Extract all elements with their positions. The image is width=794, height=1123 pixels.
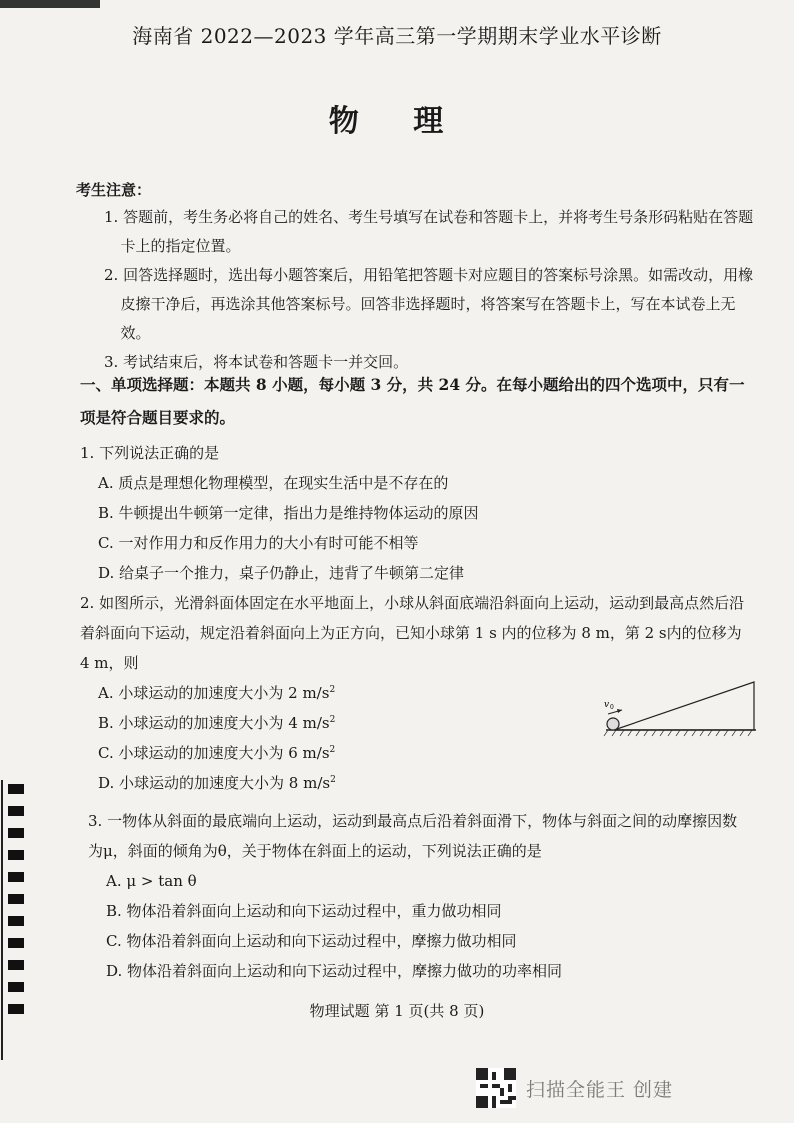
notice-list xyxy=(104,203,754,377)
ball xyxy=(607,718,619,730)
velocity-label: v xyxy=(604,700,610,710)
ground-hatching xyxy=(604,730,752,736)
option-d xyxy=(80,768,752,798)
option-c: C. 物体沿着斜面向上运动和向下运动过程中，摩擦力做功相同 xyxy=(106,932,517,950)
option-text: A. 小球运动的加速度大小为 2 m/s xyxy=(98,684,330,702)
notice-heading: 考生注意： xyxy=(76,181,152,199)
page-footer: 物理试题 第 1 页(共 8 页) xyxy=(309,1002,485,1020)
question-stem: 2. 如图所示，光滑斜面体固定在水平地面上，小球从斜面底端沿斜面向上运动，运动到最高点然后沿着斜面向下运动，规定沿着斜面向上为正方向，已知小球第 1 s 内的位移为 8 m，第 2 s内的位移为 4 m，则 xyxy=(80,594,745,672)
velocity-arrowhead xyxy=(617,709,622,713)
velocity-subscript: 0 xyxy=(610,704,614,711)
option-text: D. 小球运动的加速度大小为 8 m/s xyxy=(98,774,331,792)
subject-title: 物 理 xyxy=(328,104,466,139)
option-a: A. μ > tan θ xyxy=(106,872,197,890)
option-b: B. 牛顿提出牛顿第一定律，指出力是维持物体运动的原因 xyxy=(98,504,479,522)
option-a: A. 质点是理想化物理模型，在现实生活中是不存在的 xyxy=(98,474,449,492)
binding-marks xyxy=(0,780,26,1060)
section-heading: 一、单项选择题：本题共 8 小题，每小题 3 分，共 24 分。在每小题给出的四个选项中，只有一项是符合题目要求的。 xyxy=(80,375,745,427)
option-d: D. 给桌子一个推力，桌子仍静止，违背了牛顿第二定律 xyxy=(98,564,465,582)
notice-item: 3. 考试结束后，将本试卷和答题卡一并交回。 xyxy=(104,353,409,371)
scan-edge-mark xyxy=(0,0,100,8)
watermark-text: 扫描全能王 创建 xyxy=(526,1078,674,1101)
question-3 xyxy=(88,806,752,986)
question-1 xyxy=(80,438,750,588)
notice-item: 1. 答题前，考生务必将自己的姓名、考生号填写在试卷和答题卡上，并将考生号条形码粘贴在答题卡上的指定位置。 xyxy=(104,208,754,255)
option-d: D. 物体沿着斜面向上运动和向下运动过程中，摩擦力做功的功率相同 xyxy=(106,962,563,980)
unit-superscript: 2 xyxy=(329,745,336,755)
option-c: C. 一对作用力和反作用力的大小有时可能不相等 xyxy=(98,534,419,552)
option-text: B. 小球运动的加速度大小为 4 m/s xyxy=(98,714,330,732)
incline-figure xyxy=(600,676,760,738)
incline-wedge xyxy=(614,682,754,730)
exam-title: 海南省 2022—2023 学年高三第一学期期末学业水平诊断 xyxy=(132,24,662,48)
question-stem: 3. 一物体从斜面的最底端向上运动，运动到最高点后沿着斜面滑下，物体与斜面之间的动摩擦因数为μ，斜面的倾角为θ，关于物体在斜面上的运动，下列说法正确的是 xyxy=(88,812,738,860)
unit-superscript: 2 xyxy=(330,775,336,785)
unit-superscript: 2 xyxy=(329,685,336,695)
scanner-watermark xyxy=(476,1068,673,1108)
option-b: B. 物体沿着斜面向上运动和向下运动过程中，重力做功相同 xyxy=(106,902,502,920)
qr-code-icon xyxy=(476,1068,516,1108)
question-stem: 1. 下列说法正确的是 xyxy=(80,444,220,462)
option-text: C. 小球运动的加速度大小为 6 m/s xyxy=(98,744,330,762)
unit-superscript: 2 xyxy=(329,715,336,725)
notice-item: 2. 回答选择题时，选出每小题答案后，用铅笔把答题卡对应题目的答案标号涂黑。如需改动，用橡皮擦干净后，再选涂其他答案标号。回答非选择题时，将答案写在答题卡上，写在本试卷上无效。 xyxy=(104,266,754,342)
option-c xyxy=(80,738,752,768)
